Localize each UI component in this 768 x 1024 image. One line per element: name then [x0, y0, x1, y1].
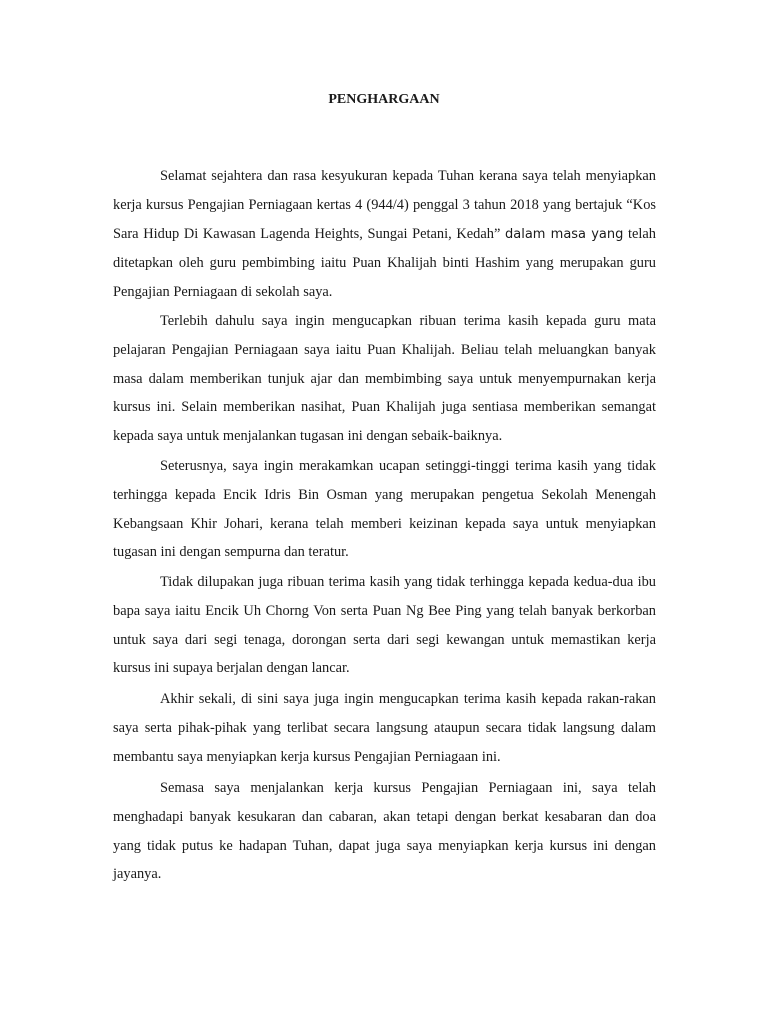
paragraph-4: Tidak dilupakan juga ribuan terima kasih yang tidak terhingga kepada kedua-dua ibu bapa saya iaitu Encik Uh Chorng Von serta Puan Ng Bee Ping yang telah banyak berkorban untuk saya dari segi tenaga, dorongan serta dari segi kewangan untuk memastikan kerja kursus ini supaya berjalan dengan lancar.	[113, 574, 656, 677]
paragraph-5: Akhir sekali, di sini saya juga ingin mengucapkan terima kasih kepada rakan-rakan saya serta pihak-pihak yang terlibat secara langsung ataupun secara tidak langsung dalam membantu saya menyiapkan kerja kursus Pengajian Perniagaan ini.	[113, 691, 656, 765]
paragraph-1	[113, 162, 656, 307]
paragraph-2: Terlebih dahulu saya ingin mengucapkan ribuan terima kasih kepada guru mata pelajaran Pengajian Perniagaan saya iaitu Puan Khalijah. Beliau telah meluangkan banyak masa dalam memberikan tunjuk ajar dan membimbing saya untuk menyempurnakan kerja kursus ini. Selain memberikan nasihat, Puan Khalijah juga sentiasa memberikan semangat kepada saya untuk menjalankan tugasan ini dengan sebaik-baiknya.	[113, 313, 656, 445]
page-title: PENGHARGAAN	[328, 92, 440, 107]
paragraph-1-text: Selamat sejahtera dan rasa kesyukuran kepada Tuhan kerana saya telah menyiapkan kerja kursus Pengajian Perniagaan kertas 4 (944/4) penggal 3 tahun 2018 yang bertajuk “Kos Sara Hidup Di Kawasan Lagenda Heights, Sungai Petani, Kedah”	[113, 168, 656, 242]
paragraph-1-inserted-text: dalam masa yang	[505, 226, 624, 242]
paragraph-3: Seterusnya, saya ingin merakamkan ucapan setinggi-tinggi terima kasih yang tidak terhingga kepada Encik Idris Bin Osman yang merupakan pengetua Sekolah Menengah Kebangsaan Khir Johari, kerana telah memberi keizinan kepada saya untuk menyiapkan tugasan ini dengan sempurna dan teratur.	[113, 458, 656, 561]
paragraph-1-text-continued: telah ditetapkan oleh guru pembimbing iaitu Puan Khalijah binti Hashim yang merupakan guru Pengajian Perniagaan di sekolah saya.	[113, 225, 656, 301]
paragraph-6: Semasa saya menjalankan kerja kursus Pengajian Perniagaan ini, saya telah menghadapi banyak kesukaran dan cabaran, akan tetapi dengan berkat kesabaran dan doa yang tidak putus ke hadapan Tuhan, dapat juga saya menyiapkan kerja kursus ini dengan jayanya.	[113, 780, 656, 883]
